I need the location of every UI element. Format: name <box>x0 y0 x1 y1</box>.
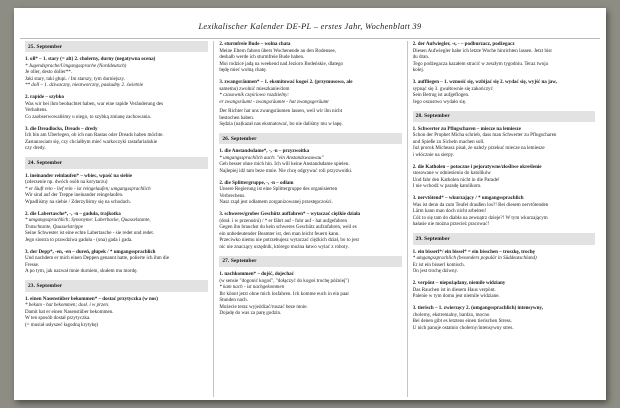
entry-headword: 1. die Anstandsdame*, -, -n – przyzwoitka <box>219 148 310 155</box>
entry-line: będę mieć wolną chatę. <box>219 67 267 73</box>
entry-line: Tratschtante, Quasselstrippe <box>25 223 84 230</box>
entry-headword: 3. auffliegen – 1. wznosić się, wzbijać się 2. wydać się, wyjść na jaw, <box>412 79 557 85</box>
entry-line: * umgangssprachlich; Synonyme: Laberbacke, Quasselstante, <box>25 217 151 224</box>
entry-line: Palenie w tym domu jest niemile widziane. <box>412 293 500 300</box>
entry-line: (dosł. i w przenośni) / * er fährt auf - fuhr auf - hat aufgefahren <box>219 217 347 224</box>
calendar-column-3 <box>407 41 600 397</box>
vocabulary-entry <box>25 173 208 206</box>
date-header: 26. September <box>219 133 401 144</box>
entry-line: Ihr könnt jetzt ohne mich losfahren. Ich komme euch in ein paar <box>219 290 350 297</box>
document-title: Lexikalischer Kalender DE-PL – erstes Jahr, Wochenblatt 39 <box>20 14 600 39</box>
vocabulary-entry <box>413 79 595 105</box>
entry-line: Und nachdem er mich einen Deppen genannt hatte, polierte ich ihm die <box>25 255 170 262</box>
vocabulary-entry <box>25 126 208 152</box>
entry-line: Sein Betrug ist aufgeflogen. <box>412 92 470 98</box>
entry-line: A po tym, jak nazwał mnie durniem, skułem mu mordę. <box>25 268 138 275</box>
entry-line: Damit hat er einen Nasenstüber bekommen. <box>25 308 114 315</box>
entry-line: Und fahr den Katholen nicht in die Parade! <box>412 176 500 183</box>
vocabulary-entry <box>413 41 595 74</box>
vocabulary-entry <box>413 280 595 300</box>
entry-line: Możecie teraz wyjeżdżać/ruszać beze mnie. <box>219 303 308 310</box>
entry-line: deshalb werde ich sturmfreie Bude haben. <box>219 54 305 60</box>
vocabulary-entry <box>25 56 208 89</box>
entry-headword: 3. der Depp*, -en, -en – dureń, głupek / * umgangssprachlich <box>25 248 156 255</box>
entry-headword: 2. rapide – szybko <box>25 94 64 101</box>
entry-line: (= musiał usłyszeć łagodną krytykę) <box>25 321 99 328</box>
vocabulary-entry <box>219 271 401 317</box>
vocabulary-entry <box>25 249 208 275</box>
entry-line: Najlepiej idź tam beze mnie. Nie chcę odgrywać roli przyzwoitki. <box>219 167 353 174</box>
entry-line: * er läuft rein - lief rein - ist reingelaufen; umgangssprachlich <box>25 185 151 192</box>
entry-line: * czasownik częściowo rozdzielny: <box>219 92 290 98</box>
entry-line: du dran. <box>412 54 430 60</box>
entry-line: Seine Schwester ist eine echte Labertasche - sie redet und redet. <box>25 230 155 237</box>
entry-line: (zderzenie np. dwóch osób na korytarzu) <box>25 179 108 186</box>
entry-line: Fresse. <box>25 261 40 268</box>
entry-line: Gegen ihn brauchst du kein schweres Geschütz aufzufahren, weil es <box>219 224 357 231</box>
entry-line: kolej. <box>412 67 425 73</box>
entry-line: Lärm kann man doch nicht arbeiten! <box>412 208 487 215</box>
entry-line: sypnąć się 3. gwałtownie się zakończyć <box>412 85 493 92</box>
entry-line: bestochen haben. <box>219 114 255 121</box>
vocabulary-entry <box>25 94 208 120</box>
entry-headword: 3. die Dreadlocks, Dreads – dredy <box>25 125 98 132</box>
vocabulary-entry <box>219 180 401 206</box>
date-header: 23. September <box>25 280 208 291</box>
entry-line: Verbrechens. <box>219 192 246 199</box>
entry-line: Meine Eltern fahren übers Wochenende an den Bodensee, <box>219 47 336 54</box>
date-header: 24. September <box>25 157 208 168</box>
date-header: 25. September <box>25 41 208 52</box>
entry-headword: 3. nervtötend* – wkurzający / * umgangssprachlich <box>412 195 524 202</box>
entry-line: Je oller, desto doller**. <box>25 69 73 76</box>
entry-line: (w sensie "dogonić kogoś", "dołączyć do kogoś trochę później") <box>219 277 350 284</box>
entry-headword: 2. verpönt – niepożądany, niemile widziany <box>412 280 506 287</box>
entry-line: Jaki stary, taki głupi. / Im starszy, tym durniejszy. <box>25 75 125 82</box>
entry-headword: 2. sturmfreie Bude – wolna chata <box>219 41 291 47</box>
entry-line: ** doll – 1. dziwaczny, nieatworczny, paskudny 2. świetnie <box>25 82 144 89</box>
entry-line: i włócznie na sierpy. <box>412 151 455 158</box>
entry-line: * umgangssprachlich (besonders populär in Süddeutschland) <box>412 255 537 262</box>
date-header: 28. September <box>413 111 595 122</box>
entry-line: stosowane w odniesieniu do katolików <box>412 170 491 177</box>
entry-headword: 1. nachkommen* – dojść, dojechać <box>219 271 294 278</box>
entry-line: Geh besser ohne mich hin. Ich will keine Anstandsdame spielen. <box>219 161 350 168</box>
vocabulary-entry <box>25 296 208 329</box>
entry-headword: 1. ineinander reinlaufen* – wbiec, wpaść na siebie <box>25 172 133 179</box>
entry-line: Zastanawiam się, czy chciałbym mieć warkoczyki rastafariańskie <box>25 138 158 145</box>
entry-line: Stunden nach. <box>219 297 248 304</box>
entry-line: Diesen Aufwiegler habe ich letzte Woche hinrichten lassen. Jetzt bist <box>412 47 552 54</box>
entry-line: Nasz rząd jest odłamem zorganizowanej przestępczości. <box>219 199 333 206</box>
entry-line: Was wir bei ihm beobachtet haben, war eine rapide Veränderung des <box>25 100 164 107</box>
entry-headword: 1. oll* – 1. stary (= alt) 2. cholerny, durny (negatywna ocena) <box>25 56 156 63</box>
entry-line: Bei denen gibt es letztens einen tierischen Stress. <box>412 318 512 325</box>
vocabulary-entry <box>25 211 208 244</box>
vocabulary-entry <box>219 211 401 250</box>
entry-line: * kam nach - ist nachgekommen <box>219 284 285 291</box>
entry-headword: 3. zwangsräumen* – 1. eksmitować kogoś 2. (przymusowo, ale <box>219 79 353 85</box>
entry-line: cholerny, ekstremalny, bardzo, mocno <box>412 311 490 318</box>
entry-line: * Jugendsprache/Umgangssprache (Norddeutsch) <box>25 62 127 69</box>
entry-line: * umgangssprachlich auch: "ein Anstandswauwau" <box>219 154 324 161</box>
vocabulary-entry <box>219 41 401 74</box>
entry-line: I nie wchodź w paradę katolikom. <box>412 183 482 190</box>
entry-headword: 2. der Aufwiegler, -s, - – podburzacz, podżegacz <box>412 41 515 47</box>
entry-headword: 2. die Katholen – potoczne i pejoratywne/złośliwe określenie <box>412 163 542 170</box>
vocabulary-entry <box>413 164 595 190</box>
entry-line: Przeciwko niemu nie potrzebujesz wytaczać ciężkich dział, bo to jest <box>219 237 359 244</box>
entry-line: Wir sind auf der Treppe ineinander reingelaufen. <box>25 192 124 199</box>
entry-line: Już prorok Micheasz pisał, że należy przekuć miecze na lemiesze <box>412 145 545 152</box>
entry-line: Dojadę do was za parę godzin. <box>219 310 282 317</box>
entry-line: Ich bin am Überlegen, ob ich nun Rastas oder Dreads haben möchte. <box>25 132 164 139</box>
entry-headword: 3. schweres/grobes Geschütz auffahren* – wytaczać ciężkie działa <box>219 211 361 218</box>
entry-line: On jest trochę dziwny. <box>412 268 459 275</box>
entry-line: Wpadliśmy na siebie / Zderzyliśmy się na schodach. <box>25 198 131 205</box>
entry-line: samemu) zwolnić mieszkanie/dom <box>219 85 290 92</box>
entry-line: Sędzia (na)kazał nas eksmatować, bo nie daliśmy mu w łapę. <box>219 121 343 127</box>
entry-line: Unsere Regierung ist eine Splittergruppe des organisierten <box>219 186 338 193</box>
entry-line: Jego oszustwo wydało się. <box>412 98 467 105</box>
entry-line: Was ist denn da zum Teufel draußen los?! Bei diesem nervtötenden <box>412 201 549 208</box>
entry-line: Moi rodzice jadą na weekend nad Jezioro Bodeńskie, dlatego <box>219 60 344 67</box>
vocabulary-entry <box>219 148 401 174</box>
entry-line: Jego siostra to prawdziwa gaduła - (ona) gada i gada. <box>25 236 133 243</box>
entry-line: Verhaltens. <box>25 107 48 114</box>
entry-line: Schon der Prophet Micha schrieb, dass man Schwerter zu Pflugscharen <box>412 132 557 139</box>
entry-line: Tego podżegacza kazałem stracić w zeszłym tygodniu. Teraz twoja <box>412 60 548 67</box>
entry-line: ein unbedeutender Beamter ist, den man leicht feuern kann. <box>219 230 340 237</box>
entry-line: Das Rauchen ist in diesem Haus verpönt. <box>412 286 496 293</box>
entry-line: czy dredy. <box>25 145 46 152</box>
entry-line: Co zaobserwowaliśmy u niego, to szybką zmianę zachowania. <box>25 113 151 120</box>
vocabulary-entry <box>413 249 595 275</box>
entry-headword: 3. tierisch – 1. zwierzęcy 2. (umgangssprachlich) intensywny, <box>412 305 543 312</box>
vocabulary-entry <box>219 79 401 128</box>
entry-line: Er ist ein bisserl komisch. <box>412 261 465 268</box>
entry-line: hałasie nie można przecież pracować! <box>412 221 490 228</box>
entry-headword: 1. ein bisserl*/ ein bissel* = ein bisschen – troszkę, trochę <box>412 248 535 255</box>
calendar-column-1 <box>20 41 213 397</box>
entry-headword: 1. Schwerter zu Pflugscharen – miecze na lemiesze <box>412 125 521 132</box>
date-header: 29. September <box>413 233 595 244</box>
entry-line: * bekam - hat bekommen; dosł. i w przen. <box>25 302 110 309</box>
entry-line: nic nie znaczący urzędnik, którego można łatwo wylać z roboty. <box>219 243 349 250</box>
entry-headword: 2. die Labertasche*, -, -n – gaduła, trajkotka <box>25 210 121 217</box>
entry-line: U nich panuje ostatnio cholerny/intensywny stres. <box>412 324 514 331</box>
entry-line: er zwangsräumt - zwangsräumte - hat zwangsgeräumt <box>219 98 329 105</box>
column-container <box>20 41 600 397</box>
entry-line: W ten sposób dostał przytyczka. <box>25 315 91 322</box>
entry-line: und Spieße zu Sicheln machen soll. <box>412 138 485 145</box>
calendar-column-2 <box>213 41 406 397</box>
date-header: 27. September <box>219 256 401 267</box>
entry-line: Cóż to się tam do diabła na zewnątrz dzieje?! W tym wkurzającym <box>412 214 548 221</box>
vocabulary-entry <box>413 126 595 159</box>
entry-line: Der Richter hat uns zwangsräumen lassen, weil wir ihn nicht <box>219 108 343 114</box>
vocabulary-entry <box>413 305 595 331</box>
entry-headword: 2. die Splittergruppe, -, -n – odłam <box>219 179 294 186</box>
entry-headword: 1. einen Nasenstüber bekommen* – dostać przytyczka (w nos) <box>25 295 158 302</box>
vocabulary-entry <box>413 195 595 228</box>
document-page <box>14 8 606 400</box>
